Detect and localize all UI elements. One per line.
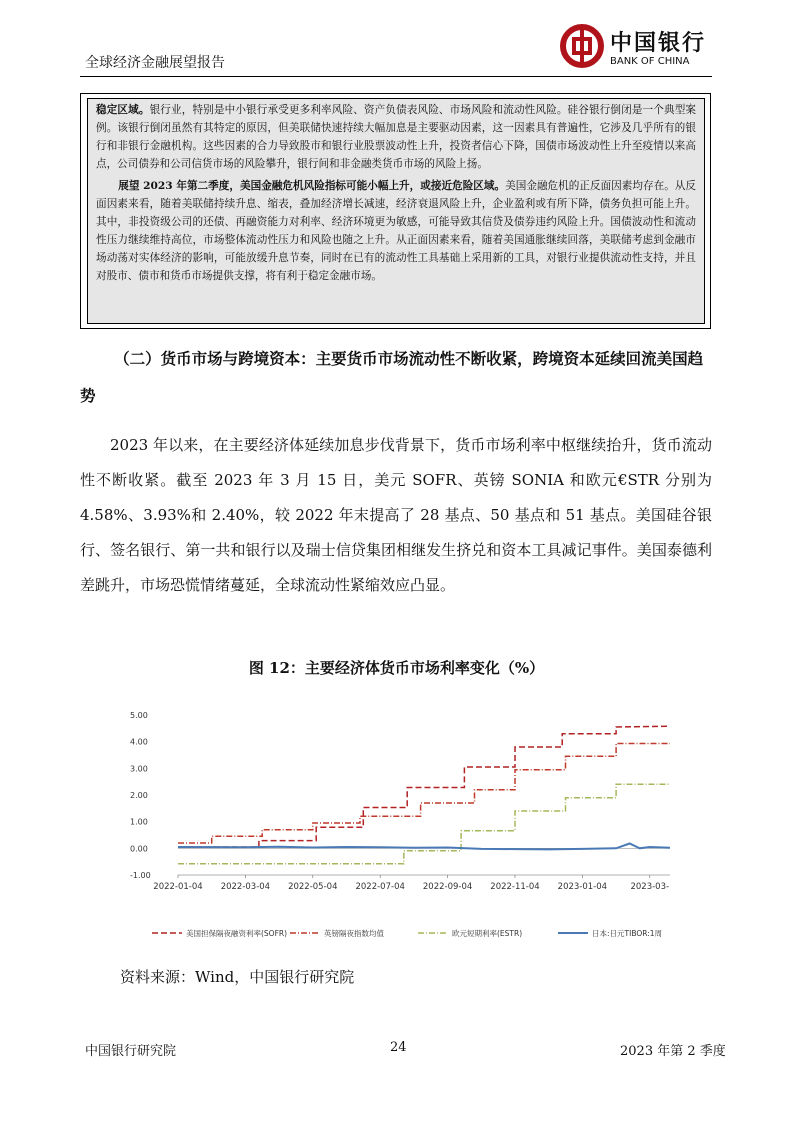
x-tick-label: 2022-09-04 <box>422 882 473 892</box>
y-tick-label: 3.00 <box>130 764 148 774</box>
footer-page-number: 24 <box>390 1040 407 1055</box>
series-line-0 <box>178 726 670 847</box>
boc-emblem-icon <box>560 24 604 68</box>
header-rule <box>80 76 712 77</box>
figure-title: 图 12：主要经济体货币市场利率变化（%） <box>248 659 545 677</box>
box-paragraph-1: 稳定区域。银行业，特别是中小银行承受更多利率风险、资产负债表风险、市场风险和流动性风险。硅谷银行倒闭是一个典型案例。该银行倒闭虽然有其特定的原因，但美联储快速持续大幅加息是主要驱动因素，这一因素具有普遍性，它涉及几乎所有的银行和非银行金融机构。这些因素的合力导致股市和银行业股票波动性上升，投资者信心下降，国债市场波动性上升至疫情以来高点，公司债券和公司信货市场的风险攀升，银行间和非金融类货币市场的风险上扬。 <box>96 104 697 170</box>
legend-label-3: 日本:日元TIBOR:1周 <box>592 929 663 938</box>
page-header-title: 全球经济金融展望报告 <box>85 55 225 71</box>
series-line-2 <box>178 784 670 864</box>
section-heading: （二）货币市场与跨境资本：主要货币市场流动性不断收紧，跨境资本延续回流美国趋势 <box>80 349 704 405</box>
series-line-1 <box>178 744 670 844</box>
risk-outlook-box <box>80 93 711 329</box>
legend-label-1: 英镑隔夜指数均值 <box>324 929 384 938</box>
x-tick-label: 2022-05-04 <box>288 882 338 892</box>
footer-left: 中国银行研究院 <box>85 1044 177 1059</box>
x-tick-label: 2023-01-04 <box>557 882 608 892</box>
money-market-rate-chart <box>130 700 690 950</box>
y-tick-label: 5.00 <box>130 711 148 720</box>
legend-label-2: 欧元短期利率(ESTR) <box>452 929 523 938</box>
bank-of-china-logo <box>560 22 710 74</box>
x-tick-label: 2022-03-04 <box>220 882 271 892</box>
legend-label-0: 美国担保隔夜融资利率(SOFR) <box>186 929 288 938</box>
figure-source: 资料来源：Wind，中国银行研究院 <box>120 968 355 986</box>
x-tick-label: 2022-11-04 <box>490 882 540 892</box>
y-tick-label: 1.00 <box>130 817 148 827</box>
body-text <box>80 428 712 603</box>
box-paragraph-2: 展望 2023 年第二季度，美国金融危机风险指标可能小幅上升，或接近危险区域。美国金融危机的正反面因素均存在。从反面因素来看，随着美联储持续升息、缩表，叠加经济增长减速，经济衰退风险上升，企业盈利或有所下降，债务负担可能上升。其中，非投资级公司的还债、再融资能力对利率、经济环境更为敏感，可能导致其信贷及债券违约风险上升。国债波动性和流动性压力继续维持高位，市场整体流动性压力和风险也随之上升。从正面因素来看，随着美国通胀继续回落，美联储考虑到金融市场动荡对实体经济的影响，可能放缓升息节奏，同时在已有的流动性工具基础上采用新的工具，对银行业提供流动性支持，并且对股市、债市和货币市场提供支撑，将有利于稳定金融市场。 <box>96 180 697 282</box>
y-tick-label: 4.00 <box>130 737 148 747</box>
risk-outlook-box-content <box>87 98 705 324</box>
footer-right: 2023 年第 2 季度 <box>620 1044 726 1059</box>
logo-chinese-text: 中国银行 <box>610 30 707 56</box>
y-tick-label: 0.00 <box>130 844 148 854</box>
y-tick-label: 2.00 <box>130 791 148 800</box>
x-tick-label: 2022-07-04 <box>355 882 405 892</box>
y-tick-label: -1.00 <box>130 871 151 880</box>
x-tick-label: 2022-01-04 <box>153 882 203 892</box>
body-paragraph: 2023 年以来，在主要经济体延续加息步伐背景下，货币市场利率中枢继续抬升，货币流动性不断收紧。截至 2023 年 3 月 15 日，美元 SOFR、英镑 SONIA 和欧元€STR 分别为 4.58%、3.93%和 2.40%，较 2022 年末提高了 28 基点、50 基点和 51 基点。美国硅谷银行、签名银行、第一共和银行以及瑞士信贷集团相继发生挤兑和资本工具减记事件。美国泰德利差跳升，市场恐慌情绪蔓延，全球流动性紧缩效应凸显。 <box>80 436 712 594</box>
x-tick-label: 2023-03- <box>630 882 670 892</box>
logo-english-text: BANK OF CHINA <box>610 56 690 67</box>
